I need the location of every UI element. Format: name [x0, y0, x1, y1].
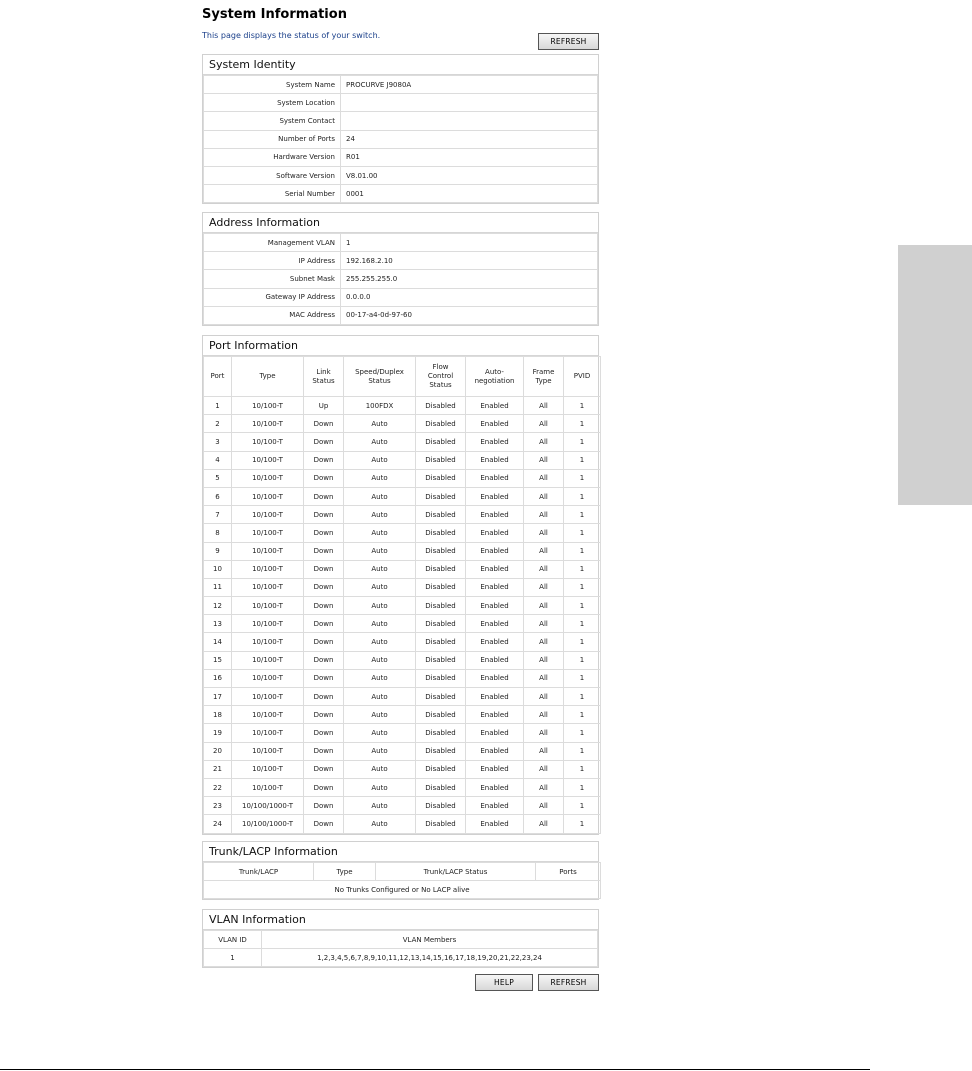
- port-cell: Down: [304, 815, 344, 833]
- port-cell: Disabled: [416, 724, 466, 742]
- port-cell: 1: [564, 797, 601, 815]
- port-cell: All: [524, 706, 564, 724]
- address-information-row: [204, 252, 598, 270]
- system-identity-row: [204, 130, 598, 148]
- port-cell: 1: [564, 451, 601, 469]
- system-identity-table: [203, 75, 598, 203]
- table-row: [204, 669, 601, 687]
- port-cell: Disabled: [416, 397, 466, 415]
- system-identity-row: [204, 76, 598, 94]
- port-cell: 20: [204, 742, 232, 760]
- port-cell: Auto: [344, 669, 416, 687]
- port-cell: All: [524, 633, 564, 651]
- page-subtitle: This page displays the status of your switch.: [202, 31, 381, 40]
- port-cell: Disabled: [416, 651, 466, 669]
- port-cell: Disabled: [416, 706, 466, 724]
- port-cell: Auto: [344, 778, 416, 796]
- system-identity-value: V8.01.00: [341, 166, 598, 184]
- address-information-label: Management VLAN: [204, 234, 341, 252]
- system-identity-label: System Contact: [204, 112, 341, 130]
- address-information-row: [204, 288, 598, 306]
- port-cell: All: [524, 688, 564, 706]
- table-row: [204, 415, 601, 433]
- port-cell: Down: [304, 651, 344, 669]
- port-cell: Disabled: [416, 760, 466, 778]
- table-row: [204, 633, 601, 651]
- system-identity-value: R01: [341, 148, 598, 166]
- vlan-information-panel: [202, 909, 599, 968]
- port-cell: Disabled: [416, 578, 466, 596]
- port-cell: 1: [564, 706, 601, 724]
- port-cell: 1: [564, 633, 601, 651]
- table-row: [204, 560, 601, 578]
- port-cell: All: [524, 651, 564, 669]
- table-row: [204, 724, 601, 742]
- port-column-header: Speed/Duplex Status: [344, 357, 416, 397]
- port-cell: Enabled: [466, 597, 524, 615]
- table-row: [204, 778, 601, 796]
- port-cell: 10/100-T: [232, 578, 304, 596]
- port-cell: 1: [564, 433, 601, 451]
- port-cell: Down: [304, 487, 344, 505]
- trunk-column-header: Trunk/LACP: [204, 863, 314, 881]
- table-row: [204, 706, 601, 724]
- port-cell: 10/100-T: [232, 397, 304, 415]
- port-cell: Auto: [344, 469, 416, 487]
- port-cell: Disabled: [416, 615, 466, 633]
- port-cell: Down: [304, 724, 344, 742]
- port-cell: Disabled: [416, 469, 466, 487]
- port-cell: Down: [304, 615, 344, 633]
- table-row: [204, 949, 598, 967]
- port-cell: 8: [204, 524, 232, 542]
- system-identity-value: PROCURVE J9080A: [341, 76, 598, 94]
- port-cell: All: [524, 451, 564, 469]
- address-information-panel: [202, 212, 599, 326]
- table-row: [204, 487, 601, 505]
- port-cell: 1: [564, 469, 601, 487]
- port-cell: Enabled: [466, 397, 524, 415]
- port-cell: Up: [304, 397, 344, 415]
- port-cell: Auto: [344, 651, 416, 669]
- port-cell: Down: [304, 633, 344, 651]
- port-cell: Down: [304, 706, 344, 724]
- table-row: [204, 597, 601, 615]
- system-identity-title: System Identity: [203, 55, 598, 75]
- port-cell: 12: [204, 597, 232, 615]
- port-cell: 1: [564, 560, 601, 578]
- port-cell: Disabled: [416, 487, 466, 505]
- port-cell: Enabled: [466, 669, 524, 687]
- table-row: [204, 578, 601, 596]
- address-information-row: [204, 270, 598, 288]
- port-cell: Auto: [344, 724, 416, 742]
- port-cell: Auto: [344, 688, 416, 706]
- table-row: [204, 397, 601, 415]
- port-cell: Disabled: [416, 633, 466, 651]
- port-cell: 16: [204, 669, 232, 687]
- port-column-header: PVID: [564, 357, 601, 397]
- port-information-panel: [202, 335, 599, 835]
- port-cell: 1: [564, 651, 601, 669]
- port-cell: Auto: [344, 615, 416, 633]
- trunk-column-header: Trunk/LACP Status: [376, 863, 536, 881]
- port-cell: Down: [304, 742, 344, 760]
- trunk-information-title: Trunk/LACP Information: [203, 842, 598, 862]
- port-column-header: Flow Control Status: [416, 357, 466, 397]
- port-cell: Auto: [344, 506, 416, 524]
- port-cell: Enabled: [466, 433, 524, 451]
- port-cell: Auto: [344, 433, 416, 451]
- port-cell: 1: [564, 815, 601, 833]
- port-cell: Enabled: [466, 633, 524, 651]
- port-cell: 1: [564, 415, 601, 433]
- refresh-button-top[interactable]: REFRESH: [538, 33, 599, 50]
- port-cell: 1: [564, 615, 601, 633]
- port-information-table: [203, 356, 601, 834]
- port-cell: Enabled: [466, 415, 524, 433]
- port-cell: Auto: [344, 487, 416, 505]
- port-cell: 22: [204, 778, 232, 796]
- port-cell: 10/100-T: [232, 415, 304, 433]
- address-information-value: 00-17-a4-0d-97-60: [341, 306, 598, 324]
- table-row: [204, 688, 601, 706]
- port-column-header: Auto-negotiation: [466, 357, 524, 397]
- port-cell: 2: [204, 415, 232, 433]
- port-cell: Down: [304, 578, 344, 596]
- port-cell: Enabled: [466, 815, 524, 833]
- port-cell: All: [524, 760, 564, 778]
- port-column-header: Link Status: [304, 357, 344, 397]
- vlan-information-table: [203, 930, 598, 967]
- system-identity-row: [204, 148, 598, 166]
- table-row: [204, 524, 601, 542]
- port-cell: Auto: [344, 524, 416, 542]
- port-cell: 10/100-T: [232, 706, 304, 724]
- port-cell: Down: [304, 542, 344, 560]
- port-cell: All: [524, 524, 564, 542]
- port-cell: 19: [204, 724, 232, 742]
- address-information-label: Gateway IP Address: [204, 288, 341, 306]
- port-cell: 10/100/1000-T: [232, 797, 304, 815]
- system-identity-panel: [202, 54, 599, 204]
- trunk-information-table: [203, 862, 601, 899]
- port-cell: Down: [304, 797, 344, 815]
- port-cell: 1: [564, 397, 601, 415]
- port-cell: Enabled: [466, 778, 524, 796]
- address-information-label: Subnet Mask: [204, 270, 341, 288]
- port-cell: Auto: [344, 815, 416, 833]
- vlan-column-header: VLAN Members: [262, 931, 598, 949]
- port-cell: 1: [564, 506, 601, 524]
- port-cell: 21: [204, 760, 232, 778]
- help-button[interactable]: HELP: [475, 974, 533, 991]
- port-cell: All: [524, 615, 564, 633]
- port-cell: Enabled: [466, 469, 524, 487]
- port-cell: All: [524, 669, 564, 687]
- port-cell: 13: [204, 615, 232, 633]
- port-cell: 15: [204, 651, 232, 669]
- trunk-information-panel: [202, 841, 599, 900]
- port-cell: 10/100-T: [232, 742, 304, 760]
- port-cell: Auto: [344, 451, 416, 469]
- port-cell: Enabled: [466, 560, 524, 578]
- port-cell: Disabled: [416, 797, 466, 815]
- table-row: [204, 451, 601, 469]
- port-cell: All: [524, 597, 564, 615]
- port-cell: 4: [204, 451, 232, 469]
- vlan-information-title: VLAN Information: [203, 910, 598, 930]
- system-identity-label: Hardware Version: [204, 148, 341, 166]
- port-cell: Down: [304, 451, 344, 469]
- port-cell: 1: [564, 524, 601, 542]
- address-information-title: Address Information: [203, 213, 598, 233]
- port-cell: 1: [564, 760, 601, 778]
- port-cell: All: [524, 724, 564, 742]
- address-information-value: 1: [341, 234, 598, 252]
- port-cell: 10/100-T: [232, 778, 304, 796]
- page-title: System Information: [202, 7, 347, 22]
- system-identity-value: 0001: [341, 185, 598, 203]
- table-row: [204, 542, 601, 560]
- address-information-row: [204, 234, 598, 252]
- refresh-button-bottom[interactable]: REFRESH: [538, 974, 599, 991]
- port-cell: Auto: [344, 797, 416, 815]
- table-row: [204, 506, 601, 524]
- address-information-value: 192.168.2.10: [341, 252, 598, 270]
- system-identity-value: 24: [341, 130, 598, 148]
- port-cell: All: [524, 778, 564, 796]
- port-cell: Down: [304, 688, 344, 706]
- system-identity-label: System Location: [204, 94, 341, 112]
- port-cell: Disabled: [416, 815, 466, 833]
- system-identity-row: [204, 112, 598, 130]
- system-identity-label: Software Version: [204, 166, 341, 184]
- port-cell: 1: [564, 578, 601, 596]
- port-cell: Disabled: [416, 506, 466, 524]
- address-information-label: IP Address: [204, 252, 341, 270]
- port-cell: Disabled: [416, 542, 466, 560]
- port-cell: Enabled: [466, 524, 524, 542]
- port-cell: All: [524, 542, 564, 560]
- port-cell: 1: [564, 724, 601, 742]
- port-cell: 10/100-T: [232, 651, 304, 669]
- port-cell: Enabled: [466, 451, 524, 469]
- port-cell: 3: [204, 433, 232, 451]
- port-cell: 10/100-T: [232, 487, 304, 505]
- table-row: [204, 742, 601, 760]
- table-row: [204, 797, 601, 815]
- port-cell: 10/100/1000-T: [232, 815, 304, 833]
- port-cell: 14: [204, 633, 232, 651]
- port-cell: 9: [204, 542, 232, 560]
- port-cell: Down: [304, 469, 344, 487]
- port-cell: Auto: [344, 542, 416, 560]
- port-cell: Enabled: [466, 797, 524, 815]
- port-cell: Auto: [344, 742, 416, 760]
- port-cell: Disabled: [416, 742, 466, 760]
- port-cell: Down: [304, 778, 344, 796]
- port-cell: Auto: [344, 560, 416, 578]
- port-cell: Disabled: [416, 778, 466, 796]
- port-cell: Enabled: [466, 487, 524, 505]
- port-cell: 10/100-T: [232, 615, 304, 633]
- port-cell: All: [524, 742, 564, 760]
- port-cell: All: [524, 506, 564, 524]
- port-cell: 1: [564, 742, 601, 760]
- port-cell: 7: [204, 506, 232, 524]
- port-cell: Enabled: [466, 724, 524, 742]
- port-cell: All: [524, 797, 564, 815]
- port-cell: Enabled: [466, 688, 524, 706]
- port-cell: Disabled: [416, 597, 466, 615]
- port-cell: Down: [304, 760, 344, 778]
- port-cell: Disabled: [416, 560, 466, 578]
- port-cell: 1: [564, 778, 601, 796]
- address-information-row: [204, 306, 598, 324]
- trunk-empty-message: No Trunks Configured or No LACP alive: [204, 881, 601, 899]
- address-information-value: 0.0.0.0: [341, 288, 598, 306]
- port-cell: 17: [204, 688, 232, 706]
- system-identity-value: [341, 94, 598, 112]
- port-cell: Down: [304, 669, 344, 687]
- port-cell: Disabled: [416, 688, 466, 706]
- port-cell: 24: [204, 815, 232, 833]
- port-cell: Down: [304, 560, 344, 578]
- trunk-column-header: Ports: [536, 863, 601, 881]
- table-row: [204, 760, 601, 778]
- port-cell: 11: [204, 578, 232, 596]
- port-cell: 10/100-T: [232, 724, 304, 742]
- port-cell: Auto: [344, 706, 416, 724]
- port-cell: Down: [304, 597, 344, 615]
- port-cell: Disabled: [416, 451, 466, 469]
- table-row: [204, 815, 601, 833]
- port-cell: All: [524, 560, 564, 578]
- system-identity-label: Number of Ports: [204, 130, 341, 148]
- port-information-title: Port Information: [203, 336, 598, 356]
- port-cell: 6: [204, 487, 232, 505]
- port-cell: All: [524, 469, 564, 487]
- table-row: [204, 469, 601, 487]
- port-cell: 10/100-T: [232, 506, 304, 524]
- port-cell: Enabled: [466, 760, 524, 778]
- port-cell: All: [524, 415, 564, 433]
- port-cell: Auto: [344, 597, 416, 615]
- port-cell: 5: [204, 469, 232, 487]
- port-cell: 10/100-T: [232, 597, 304, 615]
- port-cell: Enabled: [466, 506, 524, 524]
- port-cell: 10/100-T: [232, 669, 304, 687]
- port-cell: Disabled: [416, 433, 466, 451]
- port-cell: Enabled: [466, 651, 524, 669]
- bottom-rule: [0, 1069, 870, 1070]
- trunk-column-header: Type: [314, 863, 376, 881]
- port-cell: 1: [564, 597, 601, 615]
- side-thumb-tab: [898, 245, 972, 505]
- port-cell: 1: [564, 487, 601, 505]
- port-cell: 10/100-T: [232, 633, 304, 651]
- table-row: [204, 651, 601, 669]
- port-cell: Auto: [344, 760, 416, 778]
- port-cell: 10/100-T: [232, 524, 304, 542]
- system-identity-row: [204, 94, 598, 112]
- port-cell: Auto: [344, 578, 416, 596]
- port-cell: 23: [204, 797, 232, 815]
- port-column-header: Port: [204, 357, 232, 397]
- system-identity-label: System Name: [204, 76, 341, 94]
- port-cell: All: [524, 578, 564, 596]
- port-cell: Enabled: [466, 578, 524, 596]
- port-cell: 18: [204, 706, 232, 724]
- system-identity-value: [341, 112, 598, 130]
- port-cell: All: [524, 433, 564, 451]
- port-cell: Auto: [344, 415, 416, 433]
- port-cell: Down: [304, 506, 344, 524]
- port-column-header: Frame Type: [524, 357, 564, 397]
- port-cell: 1: [564, 688, 601, 706]
- address-information-label: MAC Address: [204, 306, 341, 324]
- port-cell: All: [524, 815, 564, 833]
- port-cell: 1: [204, 397, 232, 415]
- port-cell: All: [524, 487, 564, 505]
- port-cell: Down: [304, 433, 344, 451]
- port-cell: Disabled: [416, 415, 466, 433]
- system-identity-label: Serial Number: [204, 185, 341, 203]
- port-cell: All: [524, 397, 564, 415]
- port-cell: Down: [304, 524, 344, 542]
- port-cell: Enabled: [466, 542, 524, 560]
- address-information-value: 255.255.255.0: [341, 270, 598, 288]
- vlan-column-header: VLAN ID: [204, 931, 262, 949]
- port-cell: Enabled: [466, 706, 524, 724]
- port-cell: 10/100-T: [232, 451, 304, 469]
- table-row: [204, 615, 601, 633]
- port-cell: 10/100-T: [232, 688, 304, 706]
- vlan-cell: 1,2,3,4,5,6,7,8,9,10,11,12,13,14,15,16,17,18,19,20,21,22,23,24: [262, 949, 598, 967]
- port-column-header: Type: [232, 357, 304, 397]
- port-cell: 10/100-T: [232, 469, 304, 487]
- table-row: [204, 433, 601, 451]
- port-cell: Enabled: [466, 615, 524, 633]
- system-identity-row: [204, 166, 598, 184]
- address-information-table: [203, 233, 598, 325]
- port-cell: Disabled: [416, 669, 466, 687]
- port-cell: 10/100-T: [232, 760, 304, 778]
- vlan-cell: 1: [204, 949, 262, 967]
- port-cell: 10/100-T: [232, 560, 304, 578]
- port-cell: Disabled: [416, 524, 466, 542]
- port-cell: 1: [564, 669, 601, 687]
- port-cell: 100FDX: [344, 397, 416, 415]
- port-cell: 10/100-T: [232, 542, 304, 560]
- port-cell: 10/100-T: [232, 433, 304, 451]
- port-cell: Enabled: [466, 742, 524, 760]
- system-identity-row: [204, 185, 598, 203]
- port-cell: 1: [564, 542, 601, 560]
- port-cell: Down: [304, 415, 344, 433]
- port-cell: Auto: [344, 633, 416, 651]
- port-cell: 10: [204, 560, 232, 578]
